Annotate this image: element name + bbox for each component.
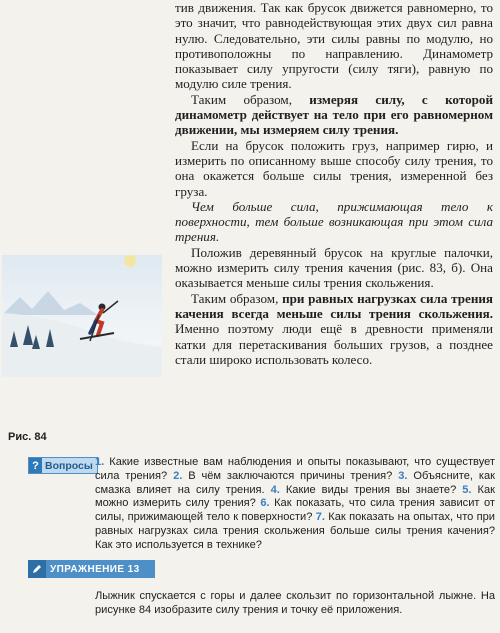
paragraph-2-bold: измеряя силу, с которой динамометр действует на тело при его равномерном движении, мы измеряем силу трения. [175, 91, 493, 138]
questions-badge-label: Вопросы [45, 459, 93, 472]
paragraph-4 [175, 199, 493, 245]
paragraph-6 [175, 291, 493, 367]
question-7-text: Как показать на опытах, что при равных нагрузках сила трения скольжения больше силы трения качения? Как это используется в технике? [95, 511, 496, 551]
question-7-number: 7. [315, 511, 325, 524]
question-mark-icon: ? [29, 458, 42, 473]
paragraph-4-italic: Чем больше сила, прижимающая тело к поверхности, тем больше возникающая при этом сила трения. [175, 198, 493, 245]
paragraph-2 [175, 92, 493, 138]
question-4-text: Какие виды трения вы знаете? [279, 483, 463, 496]
paragraph-3: Если на брусок положить груз, например гирю, и измерить по описанному выше способу силу трения, то она окажется больше силы трения, измеренной без груза. [175, 137, 493, 199]
mountains-shape [2, 291, 98, 315]
question-4-number: 4. [270, 483, 280, 496]
exercise-text: Лыжник спускается с горы и далее скользит по горизонтальной лыжне. На рисунке 84 изобразите силу трения и точку её приложения. [95, 590, 495, 616]
questions-badge [28, 457, 98, 474]
paragraph-6-bold: при равных нагрузках сила трения качения всегда меньше силы трения скольжения. [175, 290, 493, 321]
main-text-column [175, 0, 493, 367]
question-3-number: 3. [398, 469, 408, 482]
questions-block [95, 456, 495, 553]
question-6-text: Как показать, что сила трения зависит от силы, прижимающей тело к поверхности? [95, 497, 496, 524]
paragraph-5: Положив деревянный брусок на круглые палочки, можно измерить силу трения качения (рис. 83, б). Она оказывается меньше силы трения скольжения. [175, 244, 493, 291]
skier-illustration [2, 255, 162, 377]
sun-shape [124, 255, 136, 267]
question-3-text: Объясните, как смазка влияет на силу трения. [95, 469, 495, 496]
paragraph-1: тив движения. Так как брусок движется равномерно, то это значит, что равнодействующая этих двух сил равна нулю. Следовательно, эти силы равны по модулю, но противоположны по направлению. Динамометр показывает силу упругости (силу тяги), равную по модулю силе трения. [175, 0, 493, 92]
paragraph-6-prefix: Таким образом, [191, 290, 283, 306]
paragraph-6-suffix: Именно поэтому люди ещё в древности применяли катки для перетаскивания больших грузов, а позднее стали широко использовать колесо. [175, 321, 493, 367]
pencil-icon [28, 560, 46, 578]
exercise-badge [28, 560, 155, 578]
question-1-number: 1. [95, 456, 105, 468]
paragraph-2-prefix: Таким образом, [191, 91, 310, 107]
question-5-text: Как можно измерить силу трения? [95, 483, 496, 510]
question-6-number: 6. [260, 497, 270, 510]
skier-scene [2, 255, 162, 377]
question-2-number: 2. [173, 469, 183, 482]
question-1-text: Какие известные вам наблюдения и опыты показывают, что существует сила трения? [95, 456, 495, 482]
figure-caption: Рис. 84 [8, 431, 47, 443]
question-2-text: В чём заключаются причины трения? [182, 469, 399, 482]
question-5-number: 5. [462, 483, 472, 496]
exercise-title: УПРАЖНЕНИЕ 13 [50, 563, 140, 575]
